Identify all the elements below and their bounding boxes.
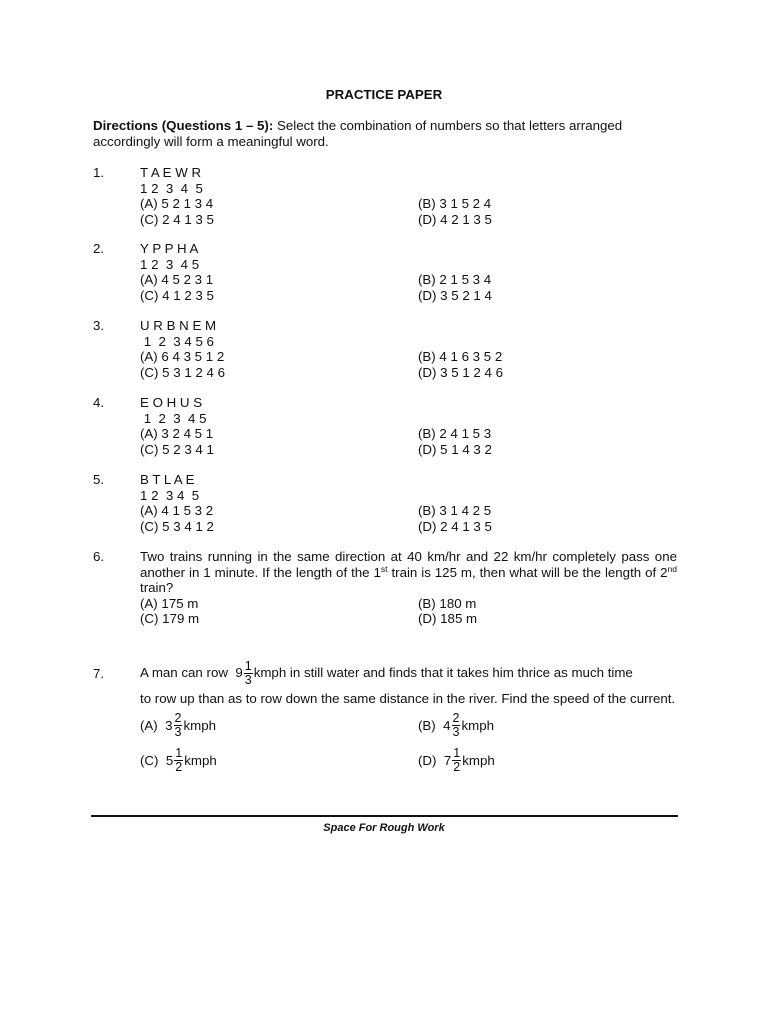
question-number: 3. <box>93 318 105 333</box>
option-c: (C) 4 1 2 3 5 <box>140 287 214 303</box>
question-letters: B T L A E <box>140 472 195 487</box>
question-number: 6. <box>93 549 105 564</box>
question-digits: 1 2 3 4 5 6 <box>140 333 214 349</box>
fraction <box>174 712 183 739</box>
option-a: (A) 3 2 4 5 1 <box>140 426 214 441</box>
question-number: 5. <box>93 472 105 487</box>
mixed-whole: 4 <box>443 717 451 733</box>
ordinal-suffix: nd <box>667 563 677 574</box>
option-b: (B) 2 1 5 3 4 <box>418 272 492 287</box>
option-b: (B) 3 1 5 2 4 <box>418 196 492 211</box>
question-digits: 1 2 3 4 5 <box>140 410 207 426</box>
option-label: (B) <box>418 717 444 733</box>
option-c: (C) 5 3 1 2 4 6 <box>140 364 225 380</box>
question-text-part: train is 125 m, then what will be the length of 2 <box>387 564 668 580</box>
question-number: 7. <box>93 666 105 681</box>
question-number: 1. <box>93 165 105 180</box>
ordinal-suffix: st <box>380 563 388 574</box>
option-d: (D) 3 5 2 1 4 <box>418 287 492 303</box>
question-digits: 1 2 3 4 5 <box>140 256 200 272</box>
option-label: (D) <box>418 752 444 768</box>
mixed-whole: 9 <box>235 665 243 681</box>
fraction-denominator: 3 <box>244 672 252 687</box>
fraction <box>244 660 253 687</box>
option-c: (C) 5 2 3 4 1 <box>140 441 214 457</box>
fraction-numerator: 2 <box>452 711 460 725</box>
unit: kmph <box>462 752 495 768</box>
option-d: (D) 2 4 1 3 5 <box>418 518 492 534</box>
option-d: (D) 5 1 4 3 2 <box>418 441 492 457</box>
option-d: (D) 185 m <box>418 611 478 626</box>
fraction-numerator: 1 <box>453 746 461 760</box>
question-text-line-2: to row up than as to row down the same distance in the river. Find the speed of the current. <box>140 691 676 706</box>
question-letters: T A E W R <box>140 165 202 180</box>
fraction-denominator: 3 <box>452 725 460 739</box>
fraction <box>174 747 183 774</box>
unit: kmph <box>461 717 494 733</box>
option-c: (C) 5 3 4 1 2 <box>140 518 214 534</box>
question-text-part: kmph in still water and finds that it takes him thrice as much time <box>253 665 633 681</box>
mixed-whole: 3 <box>165 717 173 733</box>
option-label: (C) <box>140 752 166 768</box>
mixed-whole: 7 <box>443 752 452 768</box>
option-d: (D) 4 2 1 3 5 <box>418 211 492 227</box>
directions <box>93 118 677 149</box>
option-a: (A) 6 4 3 5 1 2 <box>140 349 225 364</box>
option-c: (C) 179 m <box>140 611 200 626</box>
rough-work-label: Space For Rough Work <box>323 822 445 834</box>
unit: kmph <box>184 752 217 768</box>
fraction-denominator: 3 <box>174 725 182 739</box>
fraction-numerator: 2 <box>174 711 182 725</box>
directions-text: Select the combination of numbers so that letters arranged accordingly will form a meaningful word. <box>93 118 623 149</box>
option-a: (A) 5 2 1 3 4 <box>140 196 214 211</box>
question-letters: U R B N E M <box>140 318 217 333</box>
question-number: 2. <box>93 241 105 256</box>
option-d: (D) 3 5 1 2 4 6 <box>418 364 503 380</box>
question-letters: Y P P H A <box>140 241 199 256</box>
question-digits: 1 2 3 4 5 <box>140 487 200 503</box>
question-text-part: Two trains running in the same direction at 40 km/hr and 22 km/hr completely pass one another in 1 minute. If the length of the 1 <box>140 549 677 580</box>
mixed-whole: 5 <box>165 752 174 768</box>
option-b: (B) 4 1 6 3 5 2 <box>418 349 503 364</box>
fraction-numerator: 1 <box>244 658 252 673</box>
option-b <box>418 709 494 743</box>
fraction-denominator: 2 <box>175 760 183 774</box>
option-a: (A) 4 5 2 3 1 <box>140 272 214 287</box>
question-text-line-1 <box>140 658 677 688</box>
option-c <box>140 744 217 778</box>
directions-label: Directions (Questions 1 – 5): <box>93 118 274 133</box>
question-number: 4. <box>93 395 105 410</box>
question-text <box>140 549 677 596</box>
unit: kmph <box>183 717 216 733</box>
fraction-denominator: 2 <box>453 760 461 774</box>
option-a: (A) 175 m <box>140 595 199 611</box>
fraction <box>452 712 461 739</box>
divider <box>91 815 678 817</box>
question-text-part: A man can row <box>140 665 236 681</box>
option-b: (B) 2 4 1 5 3 <box>418 426 492 441</box>
fraction <box>452 747 461 774</box>
option-c: (C) 2 4 1 3 5 <box>140 211 214 227</box>
option-a: (A) 4 1 5 3 2 <box>140 503 214 518</box>
option-label: (A) <box>140 717 166 733</box>
fraction-numerator: 1 <box>175 746 183 760</box>
option-b: (B) 180 m <box>418 595 477 611</box>
option-a <box>140 709 216 743</box>
question-letters: E O H U S <box>140 395 203 410</box>
question-digits: 1 2 3 4 5 <box>140 180 203 196</box>
page-title: PRACTICE PAPER <box>325 87 443 102</box>
question-text-part: train? <box>140 580 174 595</box>
option-b: (B) 3 1 4 2 5 <box>418 503 492 518</box>
option-d <box>418 744 495 778</box>
